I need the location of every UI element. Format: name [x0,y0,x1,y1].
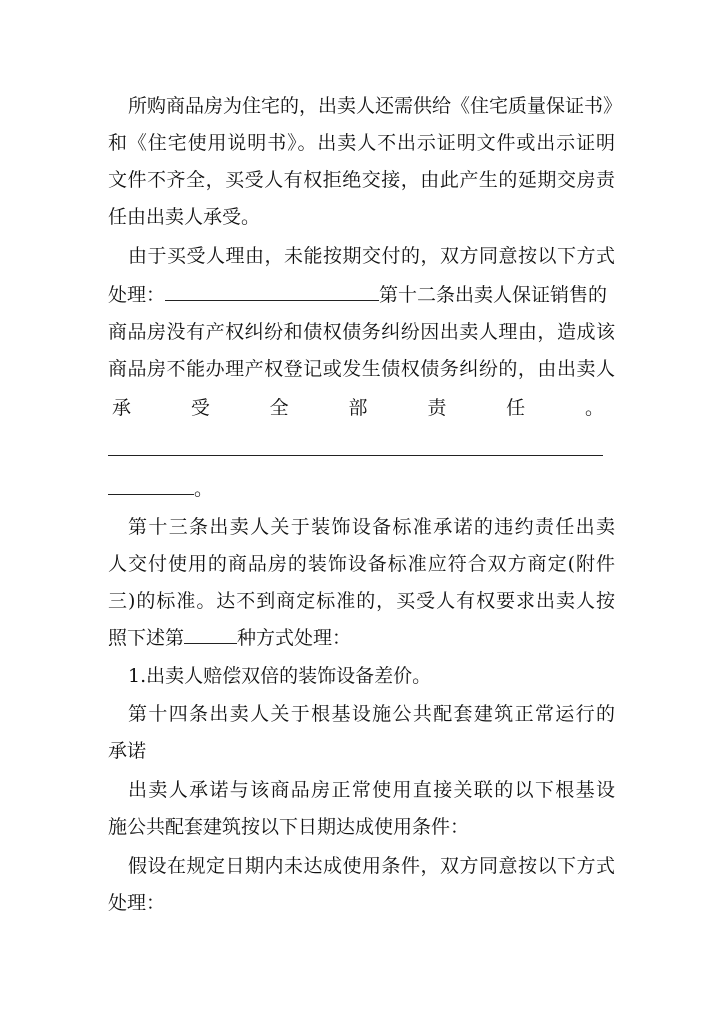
para1-line3: 文件不齐全，买受人有权拒绝交接，由此产生的延期交房责 [108,169,615,191]
spaced-char: 任 [506,397,526,419]
fill-in-blank-line [108,455,603,456]
para2-line5 [108,393,604,423]
spaced-char: 责 [427,397,447,419]
para1-line1: 所购商品房为住宅的，出卖人还需供给《住宅质量保证书》 [128,95,623,117]
para3-line4-suffix: 种方式处理： [237,627,352,649]
para3-line3: 三)的标准。达不到商定标准的，买受人有权要求出卖人按 [108,590,615,612]
para2-line7 [108,474,615,504]
para4-line2: 承诺 [108,740,147,762]
para1-line4: 任由出卖人承受。 [108,206,261,228]
para6-line1: 假设在规定日期内未达成使用条件，双方同意按以下方式 [128,855,615,877]
para4-line1: 第十四条出卖人关于根基设施公共配套建筑正常运行的 [128,703,615,725]
list-item-1: 1.出卖人赔偿双倍的装饰设备差价。 [128,665,432,687]
spaced-char: 。 [584,397,604,419]
fill-in-blank [184,642,237,644]
para2-line2-prefix: 处理： [108,284,166,306]
para3-line4-prefix: 照下述第 [108,627,185,649]
para2-line3: 商品房没有产权纠纷和债权债务纠纷因出卖人理由，造成该 [108,321,615,343]
spaced-char: 部 [348,397,368,419]
para3-line1: 第十三条出卖人关于装饰设备标准承诺的违约责任出卖 [128,516,615,538]
para1-line2: 和《住宅使用说明书》。出卖人不出示证明文件或出示证明 [108,132,615,154]
fill-in-blank [108,493,194,495]
spaced-char: 受 [190,397,210,419]
para2-line2-suffix: 第十二条出卖人保证销售的 [379,284,608,306]
spaced-char: 承 [112,397,132,419]
para6-line2: 处理： [108,892,166,914]
para2-line4: 商品房不能办理产权登记或发生债权债务纠纷的，由出卖人 [108,358,615,380]
para5-line2: 施公共配套建筑按以下日期达成使用条件： [108,816,470,838]
para2-line7-suffix: 。 [194,478,214,500]
document-page [108,0,623,1018]
para5-line1: 出卖人承诺与该商品房正常使用直接关联的以下根基设 [128,779,615,801]
para3-line2: 人交付使用的商品房的装饰设备标准应符合双方商定(附件 [108,553,615,575]
para3-line4 [108,623,615,653]
para2-line1: 由于买受人理由，未能按期交付的，双方同意按以下方式 [128,245,615,267]
spaced-char: 全 [269,397,289,419]
para2-line2 [108,280,615,310]
fill-in-blank [165,299,379,301]
